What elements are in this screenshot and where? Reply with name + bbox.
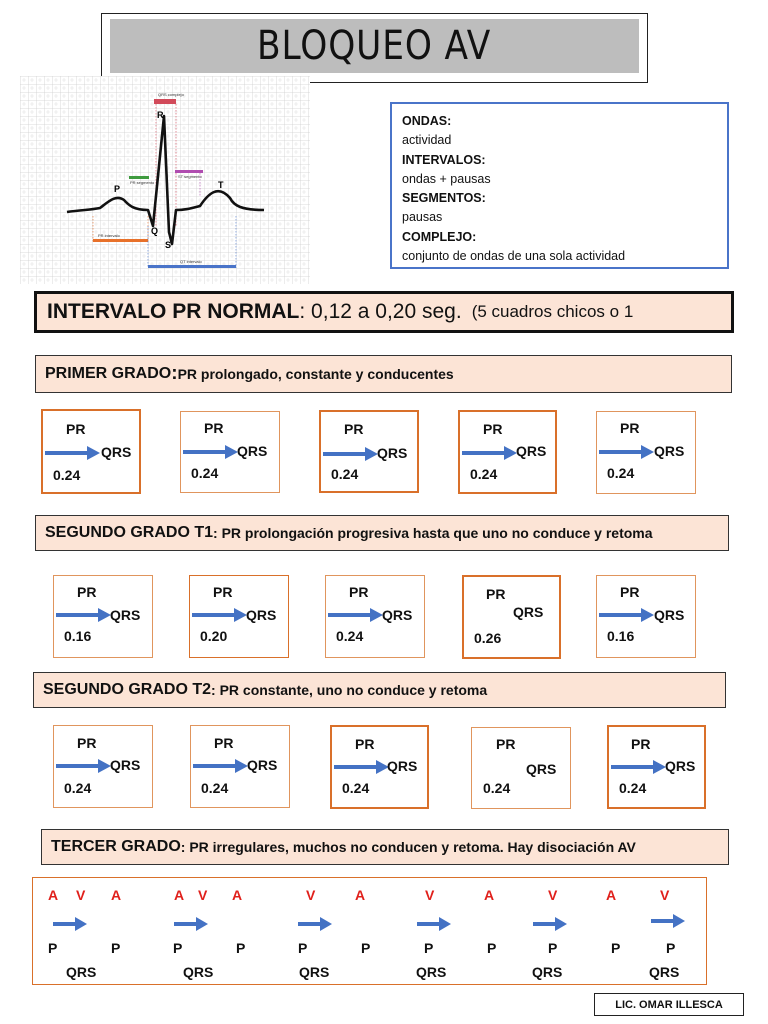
p-wave-label: P: [48, 940, 58, 956]
qrs-label: QRS: [183, 964, 214, 980]
arrow-right-icon: [651, 913, 687, 929]
second-degree-t1-title: SEGUNDO GRADO T1: [45, 524, 214, 541]
st-segment-marker: [175, 170, 203, 173]
ecg-label-t: T: [218, 180, 224, 190]
pr-value: 0.24: [53, 467, 81, 483]
p-wave-label: P: [666, 940, 676, 956]
qrs-label: QRS: [654, 607, 685, 623]
p-wave-label: P: [173, 940, 183, 956]
atrial-label: A: [355, 887, 366, 903]
ecg-grid: [20, 76, 310, 284]
pr-label: PR: [486, 586, 506, 602]
ventricular-label: V: [548, 887, 558, 903]
ventricular-label: V: [306, 887, 316, 903]
second-degree-t1-card-5: [596, 575, 696, 658]
pr-normal-note: (5 cuadros chicos o 1: [471, 302, 634, 321]
qrs-complex-label: QRS complejo: [158, 92, 184, 97]
qrs-label: QRS: [532, 964, 563, 980]
pr-value: 0.16: [607, 628, 635, 644]
ecg-label-r: R: [157, 110, 164, 120]
second-degree-t1-header: [35, 515, 729, 551]
arrow-right-icon: [298, 916, 334, 932]
first-degree-desc: PR prolongado, constante y conducentes: [177, 366, 454, 382]
pr-label: PR: [66, 421, 86, 437]
qrs-label: QRS: [110, 757, 141, 773]
pr-label: PR: [77, 735, 97, 751]
p-wave-label: P: [548, 940, 558, 956]
pr-value: 0.24: [191, 465, 219, 481]
qrs-label: QRS: [513, 604, 544, 620]
pr-interval-label: PR intervalo: [98, 233, 120, 238]
pr-label: PR: [483, 421, 503, 437]
qt-interval-label: QT intervalo: [180, 259, 202, 264]
page-title: BLOQUEO AV: [257, 23, 492, 69]
def-ondas-text: actividad: [402, 133, 452, 148]
qrs-label: QRS: [299, 964, 330, 980]
def-intervalos-text: ondas + pausas: [402, 171, 491, 186]
pr-value: 0.24: [483, 780, 511, 796]
qrs-label: QRS: [516, 443, 547, 459]
second-degree-t1-card-1: [53, 575, 153, 658]
pr-value: 0.24: [331, 466, 359, 482]
qrs-label: QRS: [416, 964, 447, 980]
qrs-label: QRS: [246, 607, 277, 623]
atrial-label: A: [48, 887, 59, 903]
atrial-label: A: [174, 887, 185, 903]
p-wave-label: P: [424, 940, 434, 956]
atrial-label: A: [484, 887, 495, 903]
pr-label: PR: [213, 584, 233, 600]
p-wave-label: P: [111, 940, 121, 956]
p-wave-label: P: [236, 940, 246, 956]
third-degree-header: [41, 829, 729, 865]
pr-normal-banner: [34, 291, 734, 333]
qrs-label: QRS: [526, 761, 557, 777]
arrow-right-icon: [417, 916, 453, 932]
first-degree-card-4: [458, 410, 557, 494]
pr-label: PR: [204, 420, 224, 436]
pr-value: 0.24: [201, 780, 229, 796]
atrial-label: A: [232, 887, 243, 903]
pr-segment-label: PR segmento: [130, 180, 155, 185]
pr-label: PR: [214, 735, 234, 751]
ecg-diagram: [20, 76, 310, 284]
second-degree-t2-title: SEGUNDO GRADO T2: [43, 681, 212, 698]
pr-label: PR: [77, 584, 97, 600]
def-intervalos-head: INTERVALOS:: [402, 152, 486, 167]
qrs-label: QRS: [237, 443, 268, 459]
ecg-label-s: S: [165, 240, 172, 250]
first-degree-card-1: [41, 409, 141, 494]
ecg-label-p: P: [114, 184, 121, 194]
qrs-label: QRS: [665, 758, 696, 774]
second-degree-t2-header: [33, 672, 726, 708]
qrs-label: QRS: [110, 607, 141, 623]
ventricular-label: V: [76, 887, 86, 903]
arrow-right-icon: [56, 758, 112, 774]
qrs-label: QRS: [382, 607, 413, 623]
arrow-right-icon: [599, 607, 655, 623]
arrow-right-icon: [183, 444, 239, 460]
ecg-svg: [20, 76, 310, 284]
second-degree-t2-card-4: [471, 727, 571, 809]
qrs-label: QRS: [101, 444, 132, 460]
p-wave-label: P: [361, 940, 371, 956]
pr-label: PR: [631, 736, 651, 752]
second-degree-t1-card-2: [189, 575, 289, 658]
pr-normal-value: : 0,12 a 0,20 seg.: [299, 300, 462, 323]
second-degree-t2-desc: : PR constante, uno no conduce y retoma: [211, 682, 488, 698]
pr-normal-label: INTERVALO PR NORMAL: [47, 300, 300, 323]
pr-value: 0.24: [336, 628, 364, 644]
atrial-label: A: [606, 887, 617, 903]
first-degree-card-5: [596, 411, 696, 494]
third-degree-desc: : PR irregulares, muchos no conducen y retoma. Hay disociación AV: [180, 839, 636, 855]
arrow-right-icon: [462, 445, 518, 461]
first-degree-card-2: [180, 411, 280, 493]
def-complejo-head: COMPLEJO:: [402, 229, 477, 244]
third-degree-title: TERCER GRADO: [51, 838, 181, 855]
qrs-label: QRS: [387, 758, 418, 774]
pr-value: 0.24: [470, 466, 498, 482]
arrow-right-icon: [533, 916, 569, 932]
qrs-label: QRS: [654, 443, 685, 459]
pr-value: 0.26: [474, 630, 502, 646]
pr-value: 0.16: [64, 628, 92, 644]
pr-value: 0.20: [200, 628, 228, 644]
second-degree-t1-card-3: [325, 575, 425, 658]
second-degree-t2-card-2: [190, 725, 290, 808]
second-degree-t1-desc: : PR prolongación progresiva hasta que uno no conduce y retoma: [213, 525, 653, 541]
def-ondas-head: ONDAS:: [402, 114, 452, 128]
arrow-right-icon: [323, 446, 379, 462]
p-wave-label: P: [611, 940, 621, 956]
first-degree-header: [35, 355, 732, 393]
pr-label: PR: [349, 584, 369, 600]
arrow-right-icon: [45, 445, 101, 461]
pr-interval-marker: [93, 239, 148, 242]
arrow-right-icon: [328, 607, 384, 623]
second-degree-t2-card-5: [607, 725, 706, 809]
arrow-right-icon: [193, 758, 249, 774]
title-box: [101, 13, 648, 83]
pr-label: PR: [355, 736, 375, 752]
pr-value: 0.24: [619, 780, 647, 796]
ecg-label-q: Q: [151, 226, 159, 236]
qrs-complex-marker: [154, 99, 176, 104]
arrow-right-icon: [334, 759, 390, 775]
pr-value: 0.24: [342, 780, 370, 796]
qrs-label: QRS: [377, 445, 408, 461]
arrow-right-icon: [56, 607, 112, 623]
pr-label: PR: [344, 421, 364, 437]
pr-label: PR: [620, 420, 640, 436]
pr-value: 0.24: [64, 780, 92, 796]
qt-interval-marker: [148, 265, 236, 268]
p-wave-label: P: [298, 940, 308, 956]
arrow-right-icon: [599, 444, 655, 460]
first-degree-colon: :: [171, 363, 178, 384]
def-segmentos-head: SEGMENTOS:: [402, 191, 486, 206]
third-degree-diagram: [32, 877, 707, 985]
first-degree-title: PRIMER GRADO: [45, 365, 172, 382]
ventricular-label: V: [198, 887, 208, 903]
ventricular-label: V: [425, 887, 435, 903]
atrial-label: A: [111, 887, 122, 903]
pr-segment-marker: [129, 176, 149, 179]
pr-label: PR: [496, 736, 516, 752]
second-degree-t2-card-3: [330, 725, 429, 809]
qrs-label: QRS: [247, 757, 278, 773]
second-degree-t2-card-1: [53, 725, 153, 808]
first-degree-card-3: [319, 410, 419, 493]
arrow-right-icon: [192, 607, 248, 623]
qrs-label: QRS: [649, 964, 680, 980]
pr-label: PR: [620, 584, 640, 600]
author-label: LIC. OMAR ILLESCA: [594, 993, 744, 1016]
arrow-right-icon: [53, 916, 89, 932]
arrow-right-icon: [611, 759, 667, 775]
qrs-label: QRS: [66, 964, 97, 980]
def-segmentos-text: pausas: [402, 210, 443, 225]
title-banner: [110, 19, 639, 73]
definitions-box: [390, 102, 729, 269]
pr-value: 0.24: [607, 465, 635, 481]
p-wave-label: P: [487, 940, 497, 956]
st-segment-label: ST segmento: [178, 174, 202, 179]
arrow-right-icon: [174, 916, 210, 932]
second-degree-t1-card-4: [462, 575, 561, 659]
ventricular-label: V: [660, 887, 670, 903]
def-complejo-text: conjunto de ondas de una sola actividad: [402, 249, 626, 264]
